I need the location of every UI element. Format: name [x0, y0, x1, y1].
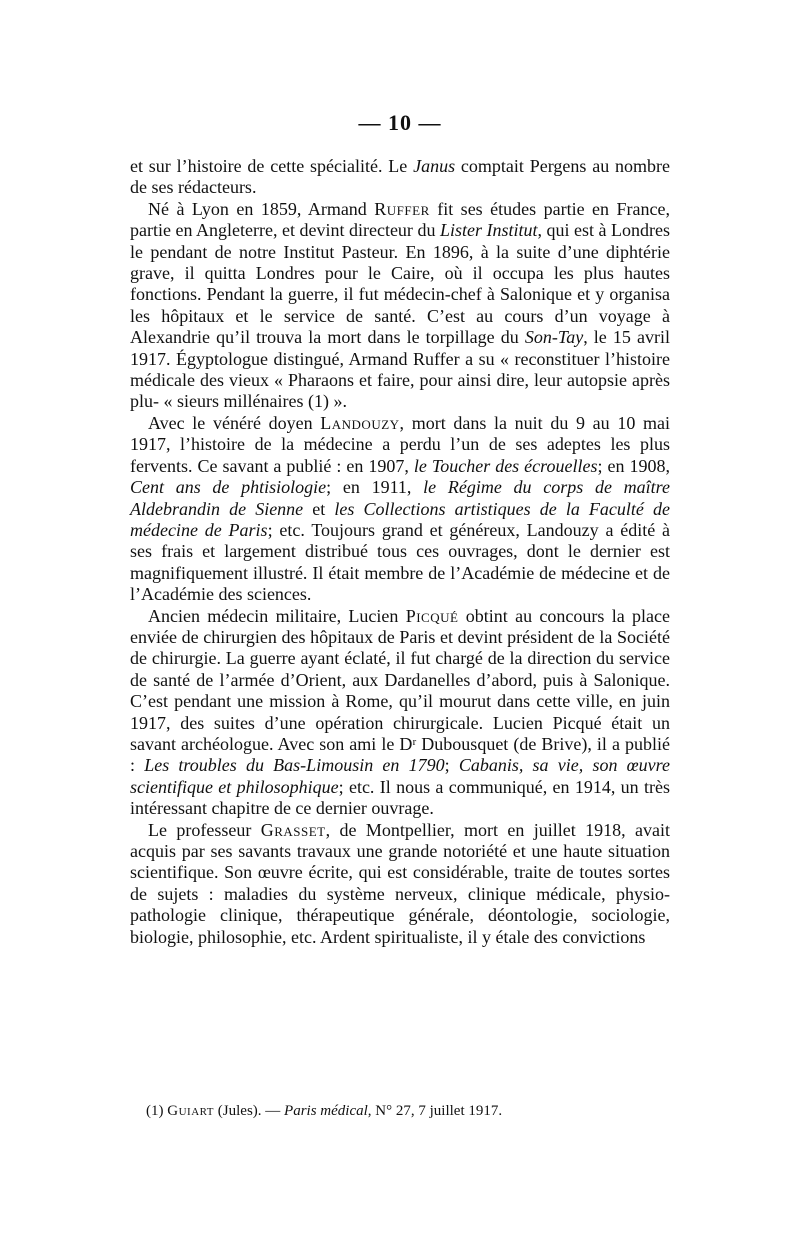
text-run: , N° 27, 7 juillet 1917.: [367, 1103, 503, 1119]
text-run: Avec le vénéré doyen: [148, 412, 321, 433]
text-run: fit ses études partie en France, partie en Angleterre, et devint directeur du: [130, 198, 670, 241]
paragraph-1: [130, 156, 670, 199]
body-text: [130, 156, 670, 948]
text-run: ; en 1911,: [326, 477, 424, 498]
text-run: , le 15 avril 1917. Égyptologue distingué, Armand Ruffer a su « reconstituer l’histoire médicale des vieux « Pharaons et faire, pour ainsi dire, leur autopsie après plu- « sieurs millénaires (1) ».: [130, 327, 670, 412]
italic-text: Paris médical: [284, 1103, 368, 1119]
text-run: , de Montpellier, mort en juillet 1918, avait acquis par ses savants travaux une grande notoriété et une haute situation scientifique. Son œuvre écrite, qui est considérable, traite de toutes sortes de sujets : maladies du système nerveux, clinique médicale, physio-pathologie clinique, thérapeutique générale, déontologie, sociologie, biologie, philosophie, etc. Ardent spiritualiste, il y étale des convictions: [130, 819, 670, 947]
name-small-caps: Ruffer: [374, 198, 430, 219]
paragraph-3: [130, 413, 670, 606]
paragraph-2: [130, 199, 670, 413]
italic-text: les Collections artistiques de la Faculté de médecine de Paris: [130, 498, 671, 540]
text-run: et sur l’histoire de cette spécialité. Le: [130, 156, 414, 176]
italic-text: Les troubles du Bas-Limousin en 1790: [144, 755, 445, 776]
text-run: , mort dans la nuit du 9 au 10 mai 1917, l’histoire de la médecine a perdu l’un de ses adeptes les plus fervents. Ce savant a publié : en 1907,: [130, 412, 670, 476]
page-number: — 10 —: [358, 110, 442, 135]
paragraph-4: [130, 606, 670, 820]
italic-text: le Régime du corps de maître Aldebrandin de Sienne: [130, 477, 671, 519]
italic-text: Cent ans de phtisiologie: [130, 477, 327, 498]
footnote: [146, 1102, 666, 1120]
name-small-caps: Guiart: [167, 1103, 215, 1119]
text-run: , qui est à Londres le pendant de notre Institut Pasteur. En 1896, à la suite d’une diphtérie grave, il quitta Londres pour le Caire, où il occupa les plus hautes fonctions. Pendant la guerre, il fut médecin-chef à Salonique et y organisa les hôpitaux et le service de santé. C’est au cours d’un voyage à Alexandrie qu’il trouva la mort dans le torpillage du: [130, 220, 670, 348]
italic-text: Lister Institut: [439, 220, 538, 241]
text-run: Le professeur: [148, 819, 261, 840]
text-run: obtint au concours la place enviée de chirurgien des hôpitaux de Paris et devint président de la Société de chirurgie. La guerre ayant éclaté, il fut chargé de la direction du service de santé de l’armée d’Orient, aux Dardanelles d’abord, puis à Salonique. C’est pendant une mission à Rome, qu’il mourut dans cette ville, en juin 1917, des suites d’une opération chirurgicale. Lucien Picqué était un savant archéologue. Avec son ami le Dʳ Dubousquet (de Brive), il a publié :: [130, 605, 670, 776]
name-small-caps: Picqué: [405, 605, 459, 626]
italic-text: Cabanis, sa vie, son œuvre scientifique et philosophique: [130, 755, 670, 797]
text-run: ; etc. Toujours grand et généreux, Landouzy a édité à ses frais et largement distribué tous ces ouvrages, dont le dernier est magnifiquement illustré. Il était membre de l’Académie de médecine et de l’Académie des sciences.: [130, 519, 671, 605]
text-run: ; etc. Il nous a communiqué, en 1914, un très intéressant chapitre de ce dernier ouvrage.: [130, 776, 670, 819]
text-run: (Jules). —: [214, 1103, 285, 1119]
italic-text: Janus: [413, 156, 456, 176]
text-run: (1): [146, 1103, 168, 1119]
italic-text: Son-Tay: [524, 327, 584, 348]
name-small-caps: Grasset: [260, 819, 326, 840]
text-run: Ancien médecin militaire, Lucien: [148, 605, 406, 626]
italic-text: le Toucher des écrouelles: [413, 455, 598, 476]
name-small-caps: Landouzy: [320, 412, 400, 433]
text-run: ;: [444, 755, 459, 776]
text-run: ; en 1908,: [597, 455, 670, 476]
text-run: et: [303, 498, 335, 519]
text-run: comptait Pergens au nombre de ses rédacteurs.: [130, 156, 670, 198]
paragraph-5: [130, 820, 670, 948]
text-run: Né à Lyon en 1859, Armand: [148, 198, 375, 219]
